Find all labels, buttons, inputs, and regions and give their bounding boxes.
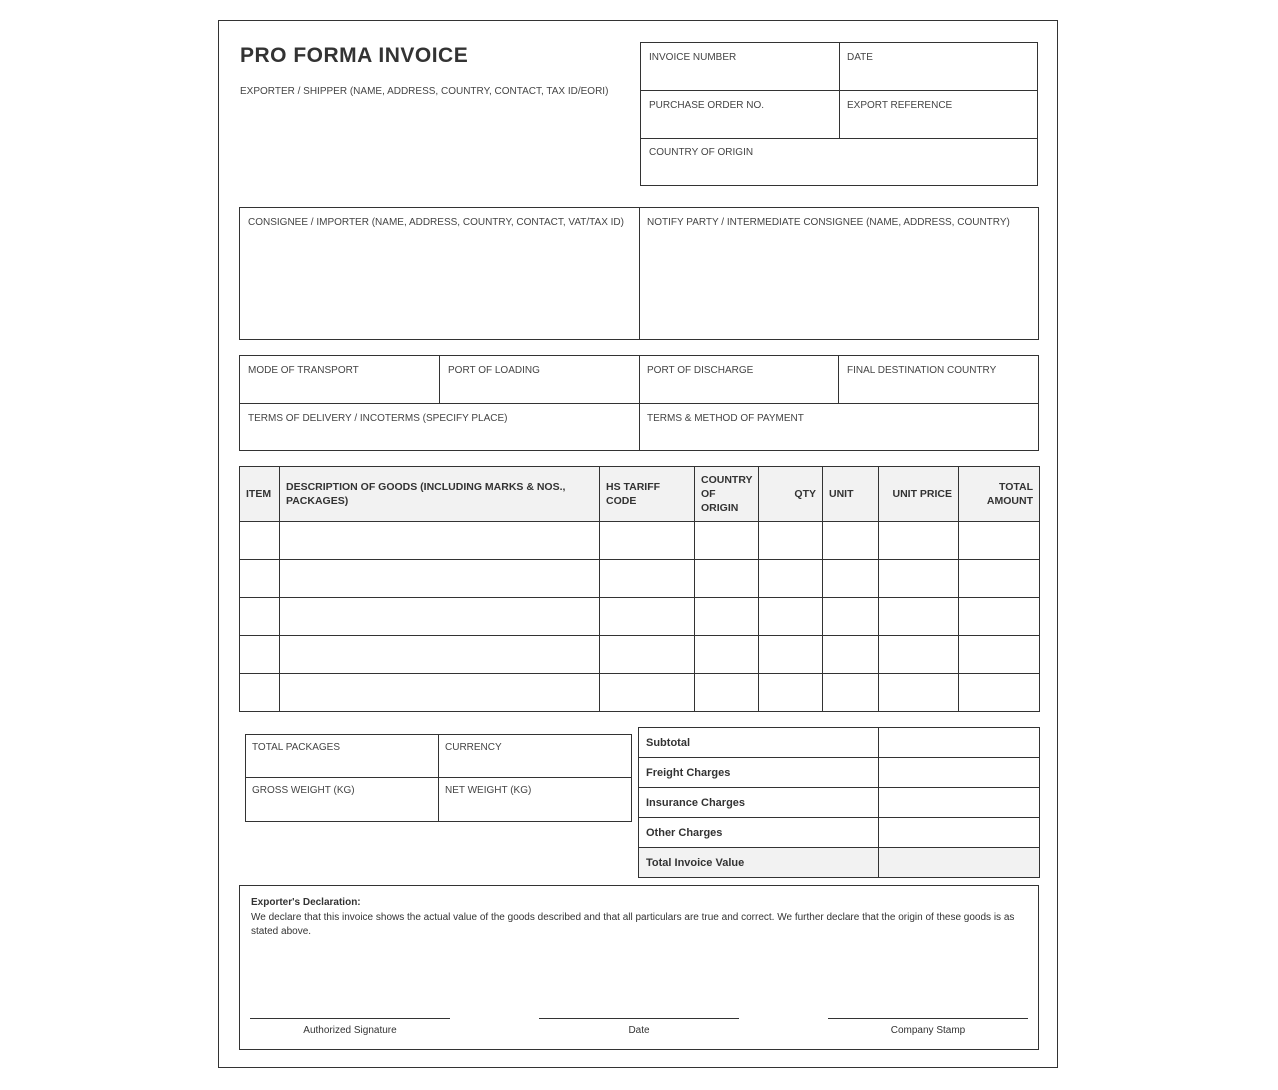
table-cell[interactable] — [959, 522, 1040, 560]
invoice-info-box — [640, 42, 1038, 186]
insurance-value[interactable] — [879, 788, 1040, 818]
table-cell[interactable] — [959, 674, 1040, 712]
packages-box — [245, 734, 632, 822]
table-cell[interactable] — [240, 636, 280, 674]
table-cell[interactable] — [695, 674, 759, 712]
subtotal-value[interactable] — [879, 728, 1040, 758]
col-header-hs-code: HS TARIFF CODE — [600, 467, 695, 522]
date-field[interactable]: DATE — [847, 52, 873, 63]
export-reference-field[interactable]: EXPORT REFERENCE — [847, 100, 953, 111]
mode-of-transport-field[interactable]: MODE OF TRANSPORT — [248, 365, 359, 376]
port-of-discharge-field[interactable]: PORT OF DISCHARGE — [647, 365, 754, 376]
table-cell[interactable] — [759, 636, 823, 674]
signature-label: Authorized Signature — [303, 1025, 397, 1036]
freight-row — [639, 758, 1040, 788]
col-header-qty: QTY — [759, 467, 823, 522]
other-charges-value[interactable] — [879, 818, 1040, 848]
table-cell[interactable] — [600, 598, 695, 636]
table-cell[interactable] — [823, 598, 879, 636]
table-cell[interactable] — [823, 674, 879, 712]
table-cell[interactable] — [280, 636, 600, 674]
invoice-page — [218, 20, 1058, 1068]
country-of-origin-field[interactable]: COUNTRY OF ORIGIN — [649, 147, 754, 158]
col-header-description: DESCRIPTION OF GOODS (INCLUDING MARKS & NOS., PACKAGES) — [280, 467, 600, 522]
purchase-order-field[interactable]: PURCHASE ORDER NO. — [649, 100, 765, 111]
subtotal-label: Subtotal — [639, 728, 879, 758]
table-cell[interactable] — [280, 522, 600, 560]
table-cell[interactable] — [600, 674, 695, 712]
table-cell[interactable] — [280, 598, 600, 636]
terms-of-delivery-field[interactable]: TERMS OF DELIVERY / INCOTERMS (SPECIFY PLACE) — [248, 413, 508, 424]
table-cell[interactable] — [240, 674, 280, 712]
freight-value[interactable] — [879, 758, 1040, 788]
other-charges-label: Other Charges — [639, 818, 879, 848]
terms-of-payment-field[interactable]: TERMS & METHOD OF PAYMENT — [647, 413, 804, 424]
table-cell[interactable] — [600, 560, 695, 598]
table-cell[interactable] — [959, 636, 1040, 674]
table-cell[interactable] — [879, 636, 959, 674]
exporter-label: EXPORTER / SHIPPER (NAME, ADDRESS, COUNTRY, CONTACT, TAX ID/EORI) — [240, 86, 609, 97]
insurance-row — [639, 788, 1040, 818]
table-row — [240, 598, 1040, 636]
table-row — [240, 560, 1040, 598]
table-cell[interactable] — [759, 522, 823, 560]
declaration-text: We declare that this invoice shows the actual value of the goods described and that all particulars are true and correct. We further declare that the origin of these goods is as stated above. — [251, 912, 1015, 937]
table-cell[interactable] — [879, 522, 959, 560]
net-weight-field[interactable]: NET WEIGHT (KG) — [445, 785, 532, 796]
notify-party-field[interactable]: NOTIFY PARTY / INTERMEDIATE CONSIGNEE (NAME, ADDRESS, COUNTRY) — [647, 217, 1010, 228]
table-cell[interactable] — [600, 636, 695, 674]
table-cell[interactable] — [879, 674, 959, 712]
parties-box — [239, 207, 1039, 340]
invoice-number-field[interactable]: INVOICE NUMBER — [649, 52, 737, 63]
stamp-line[interactable] — [828, 1018, 1028, 1019]
declaration-box — [239, 885, 1039, 1050]
table-cell[interactable] — [959, 598, 1040, 636]
table-row — [240, 522, 1040, 560]
table-cell[interactable] — [695, 598, 759, 636]
subtotal-row — [639, 728, 1040, 758]
signature-line[interactable] — [250, 1018, 450, 1019]
total-packages-field[interactable]: TOTAL PACKAGES — [252, 742, 340, 753]
table-cell[interactable] — [759, 598, 823, 636]
total-invoice-row — [639, 848, 1040, 878]
col-header-total-amount: TOTAL AMOUNT — [959, 467, 1040, 522]
gross-weight-field[interactable]: GROSS WEIGHT (KG) — [252, 785, 355, 796]
currency-field[interactable]: CURRENCY — [445, 742, 502, 753]
table-cell[interactable] — [823, 636, 879, 674]
table-cell[interactable] — [823, 560, 879, 598]
date-line[interactable] — [539, 1018, 739, 1019]
col-header-unit: UNIT — [823, 467, 879, 522]
items-table — [239, 466, 1040, 712]
table-cell[interactable] — [240, 522, 280, 560]
declaration-title: Exporter's Declaration: — [251, 897, 361, 908]
table-cell[interactable] — [759, 674, 823, 712]
total-invoice-value[interactable] — [879, 848, 1040, 878]
col-header-item: ITEM — [240, 467, 280, 522]
totals-table — [638, 727, 1040, 878]
table-cell[interactable] — [879, 560, 959, 598]
final-destination-field[interactable]: FINAL DESTINATION COUNTRY — [847, 365, 997, 376]
table-cell[interactable] — [695, 636, 759, 674]
freight-label: Freight Charges — [639, 758, 879, 788]
insurance-label: Insurance Charges — [639, 788, 879, 818]
table-cell[interactable] — [240, 598, 280, 636]
port-of-loading-field[interactable]: PORT OF LOADING — [448, 365, 540, 376]
col-header-unit-price: UNIT PRICE — [879, 467, 959, 522]
total-invoice-label: Total Invoice Value — [639, 848, 879, 878]
items-header-row — [240, 467, 1040, 522]
table-row — [240, 674, 1040, 712]
stamp-label: Company Stamp — [890, 1025, 966, 1036]
table-cell[interactable] — [600, 522, 695, 560]
table-cell[interactable] — [959, 560, 1040, 598]
consignee-field[interactable]: CONSIGNEE / IMPORTER (NAME, ADDRESS, COUNTRY, CONTACT, VAT/TAX ID) — [248, 217, 624, 228]
table-cell[interactable] — [823, 522, 879, 560]
table-cell[interactable] — [879, 598, 959, 636]
table-cell[interactable] — [695, 522, 759, 560]
shipping-box — [239, 355, 1039, 451]
table-cell[interactable] — [280, 674, 600, 712]
page-title: PRO FORMA INVOICE — [240, 44, 469, 67]
other-charges-row — [639, 818, 1040, 848]
table-cell[interactable] — [695, 560, 759, 598]
col-header-country: COUNTRY OF ORIGIN — [695, 467, 759, 522]
table-row — [240, 636, 1040, 674]
table-cell[interactable] — [759, 560, 823, 598]
date-label: Date — [628, 1025, 650, 1036]
table-cell[interactable] — [280, 560, 600, 598]
table-cell[interactable] — [240, 560, 280, 598]
